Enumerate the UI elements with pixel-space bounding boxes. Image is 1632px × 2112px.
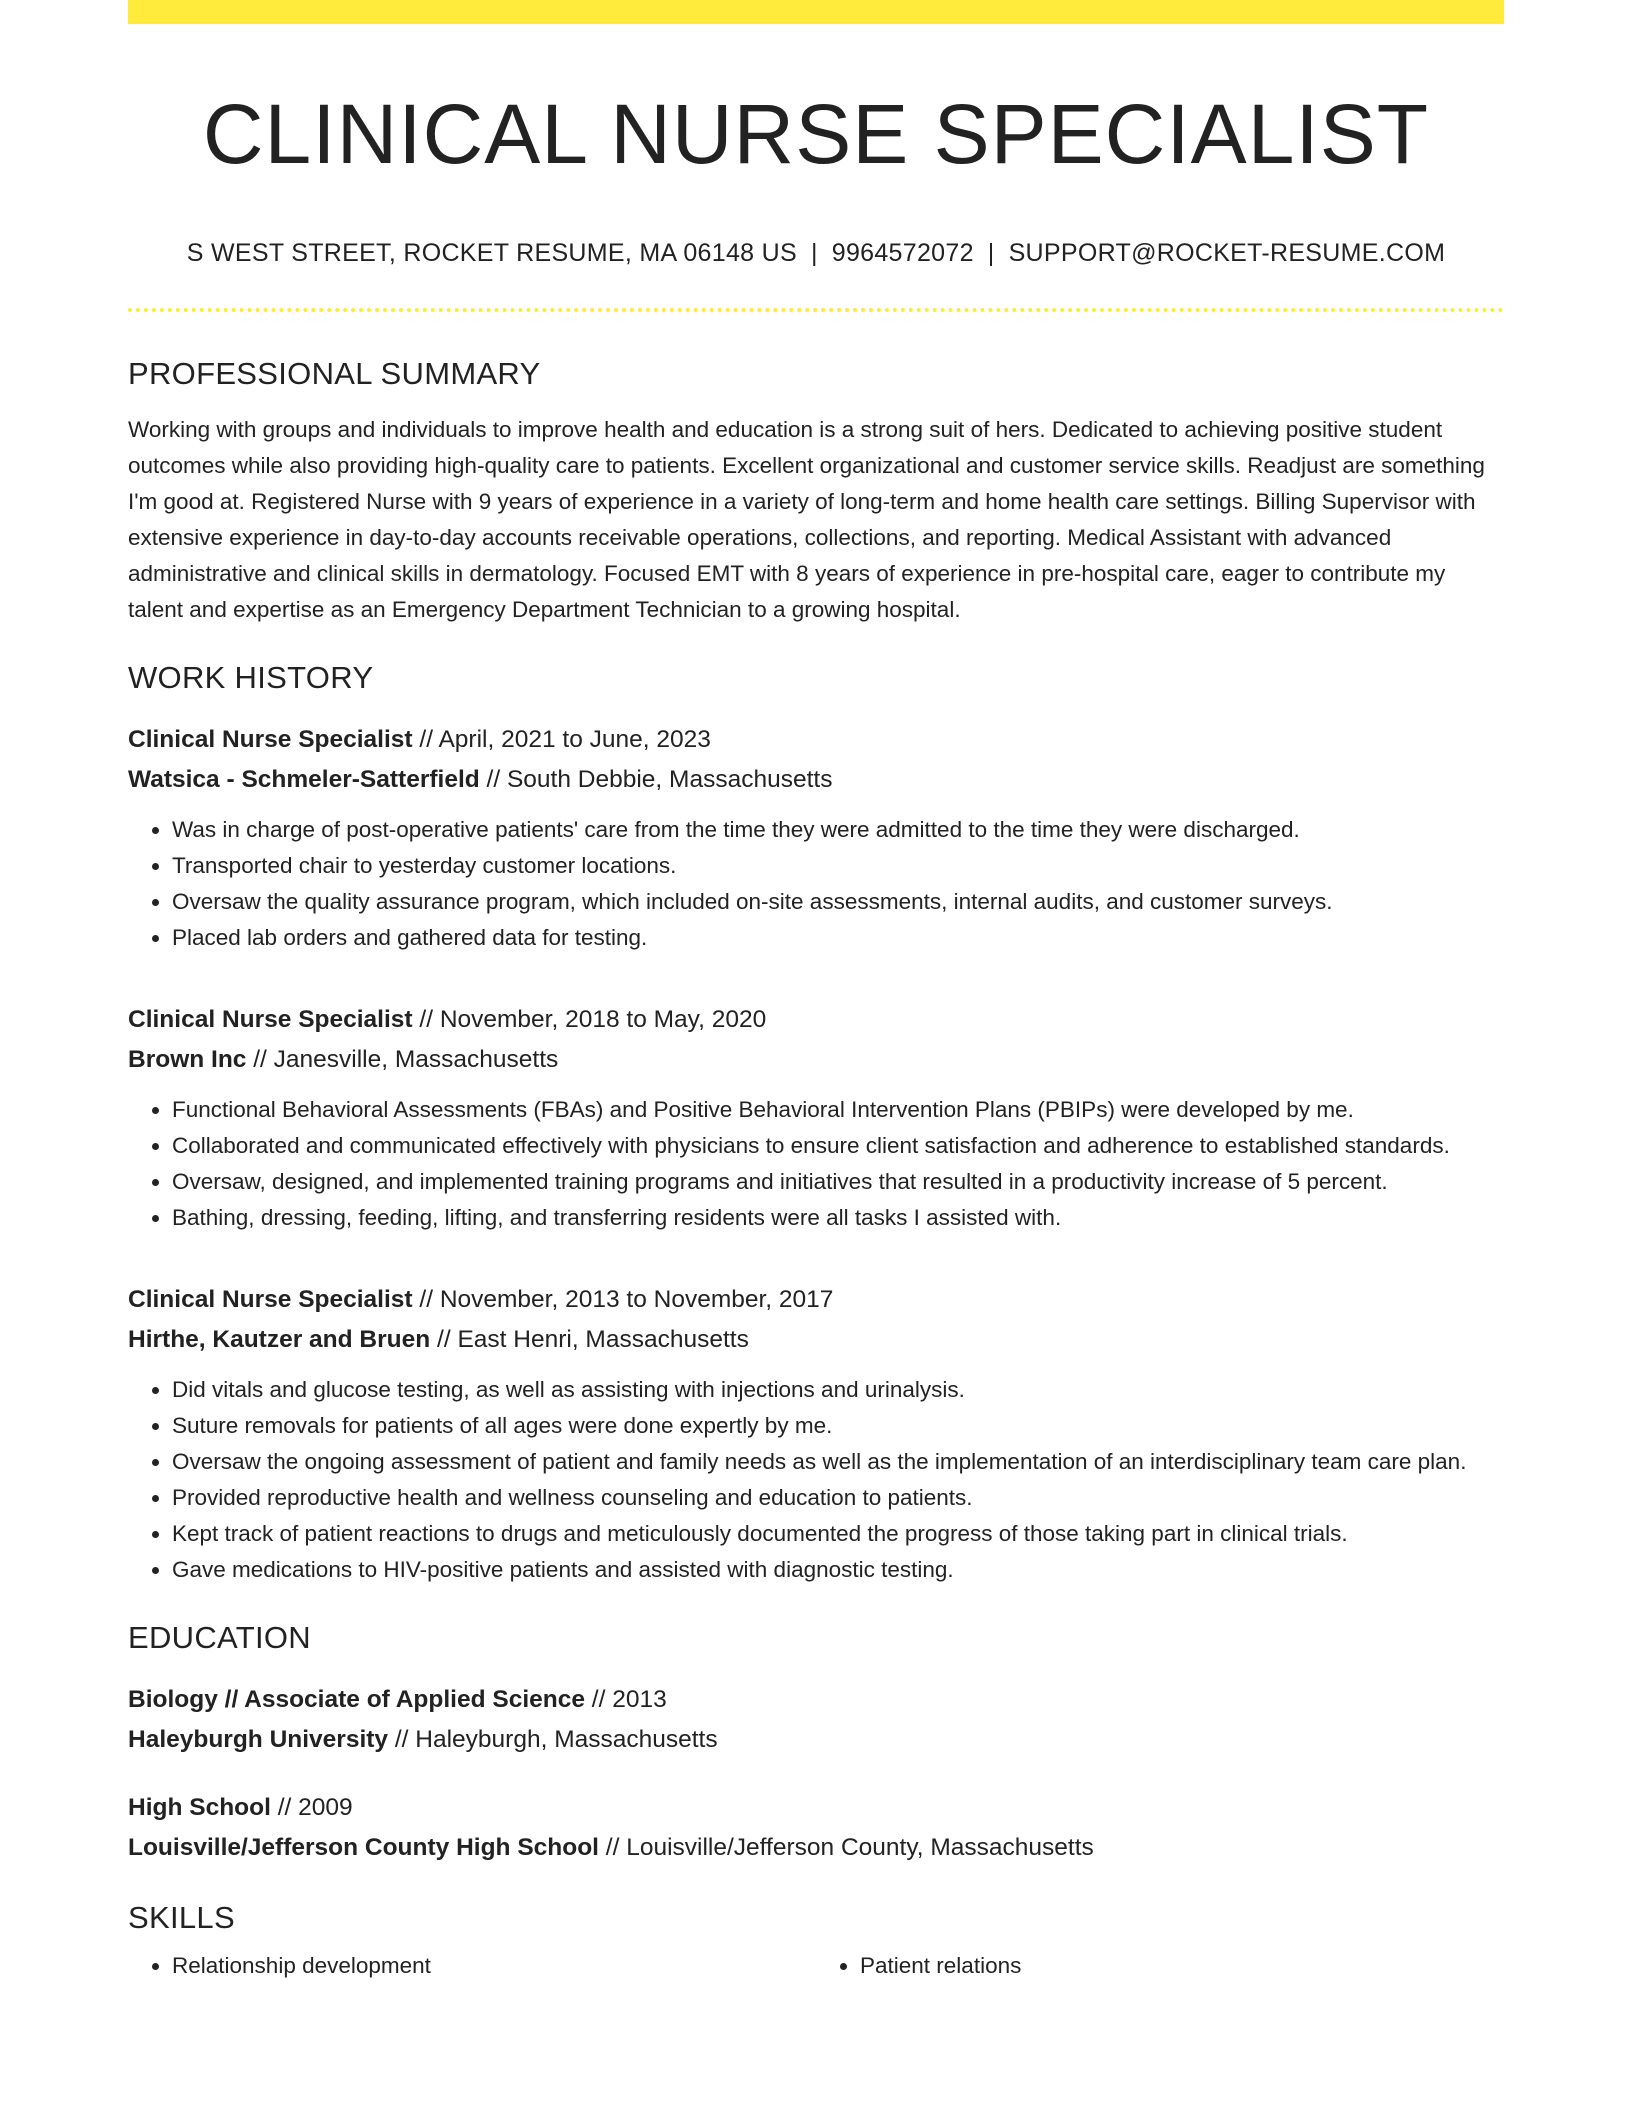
contact-address: S WEST STREET, ROCKET RESUME, MA 06148 US: [186, 238, 797, 267]
skills-list: [128, 1948, 1504, 1984]
job-title-line: [128, 1000, 1504, 1040]
job-company-line: [128, 1320, 1504, 1360]
job-bullet: • Oversaw the ongoing assessment of patient and family needs as well as the implementation of an interdisciplinary team care plan.: [172, 1444, 1504, 1480]
job-entry: [128, 1280, 1504, 1588]
job-entry: [128, 720, 1504, 956]
job-company: Brown Inc: [128, 1045, 247, 1073]
job-company-line: [128, 1040, 1504, 1080]
skill-item: • Patient relations: [860, 1948, 1504, 1984]
job-bullet: • Oversaw, designed, and implemented training programs and initiatives that resulted in a productivity increase of 5 percent.: [172, 1164, 1504, 1200]
job-bullet: • Was in charge of post-operative patients' care from the time they were admitted to the time they were discharged.: [172, 812, 1504, 848]
contact-phone: 9964572072: [831, 238, 974, 267]
education-heading: EDUCATION: [128, 1619, 311, 1655]
contact-line: [128, 239, 1504, 268]
education-school: Louisville/Jefferson County High School: [128, 1833, 599, 1861]
skills-column-right: [816, 1948, 1504, 1984]
job-company: Hirthe, Kautzer and Bruen: [128, 1325, 431, 1353]
education-degree-line: [128, 1788, 1504, 1828]
dotted-divider: [128, 308, 1504, 312]
job-bullet: • Did vitals and glucose testing, as well as assisting with injections and urinalysis.: [172, 1372, 1504, 1408]
education-year: // 2013: [584, 1685, 667, 1713]
job-title-line: [128, 1280, 1504, 1320]
job-bullet: • Functional Behavioral Assessments (FBAs) and Positive Behavioral Intervention Plans (PBIPs) were developed by me.: [172, 1092, 1504, 1128]
work-history-heading: WORK HISTORY: [128, 659, 374, 695]
job-bullets: [128, 1372, 1504, 1588]
job-entry: [128, 1000, 1504, 1236]
job-location: // East Henri, Massachusetts: [430, 1325, 749, 1353]
education-school-line: [128, 1828, 1504, 1868]
education-location: // Louisville/Jefferson County, Massachusetts: [599, 1833, 1094, 1861]
contact-separator: |: [987, 238, 995, 267]
job-title: Clinical Nurse Specialist: [128, 1285, 413, 1313]
skills-heading: SKILLS: [128, 1899, 235, 1935]
resume-title: CLINICAL NURSE SPECIALIST: [202, 87, 1430, 181]
education-school: Haleyburgh University: [128, 1725, 389, 1753]
education-entry: [128, 1680, 1504, 1760]
education-entry: [128, 1788, 1504, 1868]
summary-text: Working with groups and individuals to improve health and education is a strong suit of hers. Dedicated to achieving positive student outcomes while also providing high-quality care to patients. Excellent organizational and customer service skills. Readjust are something I'm good at. Registered Nurse with 9 years of experience in a variety of long-term and home health care settings. Billing Supervisor with extensive experience in day-to-day accounts receivable operations, collections, and reporting. Medical Assistant with advanced administrative and clinical skills in dermatology. Focused EMT with 8 years of experience in pre-hospital care, eager to contribute my talent and expertise as an Emergency Department Technician to a growing hospital.: [128, 416, 1485, 622]
job-bullet: • Placed lab orders and gathered data for testing.: [172, 920, 1504, 956]
job-company: Watsica - Schmeler-Satterfield: [128, 765, 480, 793]
job-bullets: [128, 812, 1504, 956]
education-location: // Haleyburgh, Massachusetts: [388, 1725, 718, 1753]
job-title: Clinical Nurse Specialist: [128, 725, 413, 753]
job-title: Clinical Nurse Specialist: [128, 1005, 413, 1033]
job-bullet: • Transported chair to yesterday customer locations.: [172, 848, 1504, 884]
education-school-line: [128, 1720, 1504, 1760]
job-company-line: [128, 760, 1504, 800]
job-dates: // April, 2021 to June, 2023: [412, 725, 711, 753]
contact-email: SUPPORT@ROCKET-RESUME.COM: [1008, 238, 1446, 267]
summary-heading: PROFESSIONAL SUMMARY: [128, 355, 541, 391]
job-bullet: • Bathing, dressing, feeding, lifting, and transferring residents were all tasks I assisted with.: [172, 1200, 1504, 1236]
job-bullet: • Kept track of patient reactions to drugs and meticulously documented the progress of those taking part in clinical trials.: [172, 1516, 1504, 1552]
job-bullet: • Gave medications to HIV-positive patients and assisted with diagnostic testing.: [172, 1552, 1504, 1588]
job-location: // Janesville, Massachusetts: [246, 1045, 559, 1073]
education-degree-line: [128, 1680, 1504, 1720]
job-dates: // November, 2013 to November, 2017: [412, 1285, 834, 1313]
skills-column-left: [128, 1948, 816, 1984]
job-bullets: [128, 1092, 1504, 1236]
job-dates: // November, 2018 to May, 2020: [412, 1005, 767, 1033]
job-bullet: • Provided reproductive health and wellness counseling and education to patients.: [172, 1480, 1504, 1516]
education-degree: Biology // Associate of Applied Science: [128, 1685, 585, 1713]
resume-page: [128, 0, 1504, 1984]
job-bullet: • Oversaw the quality assurance program, which included on-site assessments, internal audits, and customer surveys.: [172, 884, 1504, 920]
job-bullet: • Suture removals for patients of all ages were done expertly by me.: [172, 1408, 1504, 1444]
skill-item: • Relationship development: [172, 1948, 816, 1984]
job-title-line: [128, 720, 1504, 760]
contact-separator: |: [810, 238, 818, 267]
education-year: // 2009: [270, 1793, 353, 1821]
education-degree: High School: [128, 1793, 271, 1821]
job-bullet: • Collaborated and communicated effectively with physicians to ensure client satisfaction and adherence to established standards.: [172, 1128, 1504, 1164]
work-history-list: [128, 720, 1504, 1588]
job-location: // South Debbie, Massachusetts: [479, 765, 833, 793]
education-list: [128, 1680, 1504, 1868]
top-accent-bar: [128, 0, 1504, 24]
